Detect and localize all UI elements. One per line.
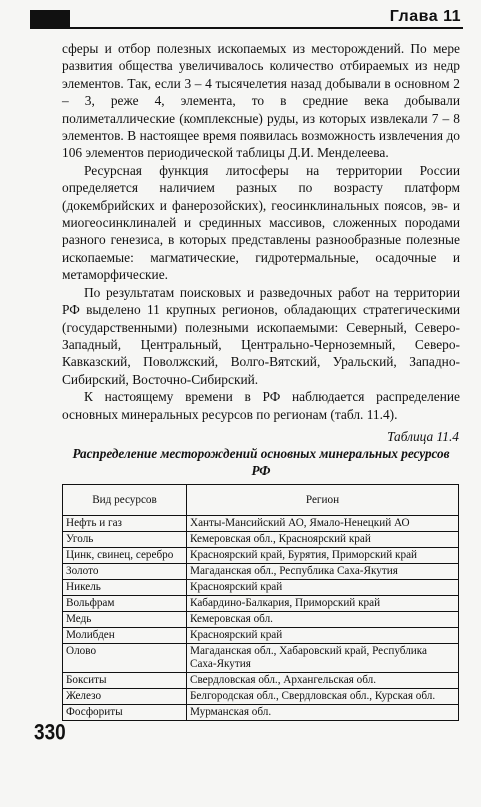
page-number: 330 xyxy=(34,721,66,746)
region-cell: Белгородская обл., Свердловская обл., Курская обл. xyxy=(187,689,459,705)
table-header-row xyxy=(63,485,459,516)
region-cell: Красноярский край, Бурятия, Приморский край xyxy=(187,548,459,564)
table-row xyxy=(63,612,459,628)
resource-cell: Уголь xyxy=(63,532,187,548)
table-row xyxy=(63,532,459,548)
table-row xyxy=(63,516,459,532)
region-cell: Красноярский край xyxy=(187,628,459,644)
resource-cell: Нефть и газ xyxy=(63,516,187,532)
table-row xyxy=(63,628,459,644)
resource-cell: Молибден xyxy=(63,628,187,644)
resource-cell: Олово xyxy=(63,644,187,673)
body-text xyxy=(62,40,460,423)
table-title: Распределение месторождений основных минеральных ресурсов РФ xyxy=(72,446,450,478)
region-cell: Кемеровская обл., Красноярский край xyxy=(187,532,459,548)
region-cell: Мурманская обл. xyxy=(187,705,459,721)
table-label: Таблица 11.4 xyxy=(387,429,459,444)
table-row xyxy=(63,644,459,673)
chapter-title: Глава 11 xyxy=(389,8,461,25)
table-row xyxy=(63,705,459,721)
table-row xyxy=(63,673,459,689)
region-cell: Свердловская обл., Архангельская обл. xyxy=(187,673,459,689)
resource-cell: Никель xyxy=(63,580,187,596)
paragraph-1: сферы и отбор полезных ископаемых из месторождений. По мере развития общества увеличивалось количество отбираемых из недр элементов. Так, если 3 – 4 тысячелетия назад добывали в основном 2 – 3, реже 4, элемента, то в средние века добывали полиметаллические (комплексные) руды, из которых извлекали 7 – 8 элементов. В настоящее время появилась возможность извлечения до 106 элементов периодической таблицы Д.И. Менделеева. xyxy=(62,41,460,161)
region-cell: Кабардино-Балкария, Приморский край xyxy=(187,596,459,612)
resource-cell: Медь xyxy=(63,612,187,628)
resource-cell: Золото xyxy=(63,564,187,580)
table-header-region: Регион xyxy=(187,485,459,516)
paragraph-4: К настоящему времени в РФ наблюдается распределение основных минеральных ресурсов по регионам (табл. 11.4). xyxy=(62,389,460,422)
paragraph-3: По результатам поисковых и разведочных работ на территории РФ выделено 11 крупных регионов, обладающих стратегическими (государственными) полезными ископаемыми: Северный, Северо-Западный, Центральный, Центрально-Черноземный, Северо-Кавказский, Поволжский, Волго-Вятский, Уральский, Западно-Сибирский, Восточно-Сибирский. xyxy=(62,284,460,387)
table-header-resource: Вид ресурсов xyxy=(63,485,187,516)
header-rule xyxy=(30,27,463,29)
resource-cell: Вольфрам xyxy=(63,596,187,612)
table-row xyxy=(63,596,459,612)
resource-cell: Фосфориты xyxy=(63,705,187,721)
table-row xyxy=(63,564,459,580)
region-cell: Кемеровская обл. xyxy=(187,612,459,628)
resource-cell: Цинк, свинец, серебро xyxy=(63,548,187,564)
region-cell: Магаданская обл., Хабаровский край, Республика Саха-Якутия xyxy=(187,644,459,673)
resource-cell: Бокситы xyxy=(63,673,187,689)
header-black-bar xyxy=(30,10,70,28)
table-row xyxy=(63,548,459,564)
region-cell: Ханты-Мансийский АО, Ямало-Ненецкий АО xyxy=(187,516,459,532)
resource-cell: Железо xyxy=(63,689,187,705)
region-cell: Магаданская обл., Республика Саха-Якутия xyxy=(187,564,459,580)
region-cell: Красноярский край xyxy=(187,580,459,596)
paragraph-2: Ресурсная функция литосферы на территории России определяется наличием разных по возрасту платформ (докембрийских и фанерозойских), геосинклинальных поясов, эв- и миогеосинклиналей и срединных массивов, сложенных породами разного генезиса, в которых представлены разнообразные полезные ископаемые: магматические, гидротермальные, осадочные и метаморфические. xyxy=(62,162,460,283)
table-row xyxy=(63,580,459,596)
table-row xyxy=(63,689,459,705)
resources-table xyxy=(62,484,459,721)
